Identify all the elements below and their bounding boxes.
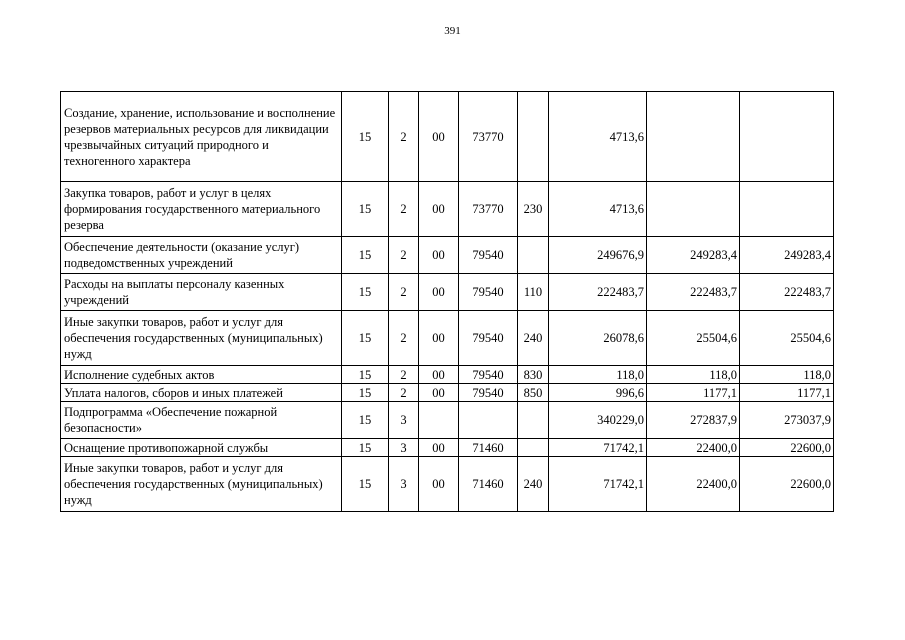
target-item-code: 71460	[459, 457, 518, 512]
section-code: 15	[342, 439, 389, 457]
subsection-code: 2	[389, 182, 419, 237]
expense-type-code: 240	[518, 311, 549, 366]
amount-year-3: 118,0	[740, 366, 834, 384]
amount-year-3	[740, 182, 834, 237]
amount-year-3	[740, 92, 834, 182]
row-name: Обеспечение деятельности (оказание услуг) подведомственных учреждений	[61, 237, 342, 274]
amount-year-1: 4713,6	[549, 182, 647, 237]
amount-year-3: 25504,6	[740, 311, 834, 366]
amount-year-2: 22400,0	[647, 439, 740, 457]
amount-year-1: 249676,9	[549, 237, 647, 274]
table-row	[61, 402, 834, 439]
table-row	[61, 237, 834, 274]
row-name: Уплата налогов, сборов и иных платежей	[61, 384, 342, 402]
amount-year-2: 118,0	[647, 366, 740, 384]
amount-year-3: 22600,0	[740, 439, 834, 457]
subsection-code: 2	[389, 366, 419, 384]
target-item-code: 79540	[459, 274, 518, 311]
target-item-code: 79540	[459, 366, 518, 384]
table-body	[61, 92, 834, 512]
amount-year-3: 222483,7	[740, 274, 834, 311]
amount-year-2	[647, 92, 740, 182]
program-code	[419, 402, 459, 439]
target-item-code	[459, 402, 518, 439]
table-row	[61, 366, 834, 384]
amount-year-1: 222483,7	[549, 274, 647, 311]
expense-type-code: 230	[518, 182, 549, 237]
amount-year-2: 22400,0	[647, 457, 740, 512]
amount-year-1: 996,6	[549, 384, 647, 402]
subsection-code: 2	[389, 274, 419, 311]
subsection-code: 2	[389, 92, 419, 182]
section-code: 15	[342, 402, 389, 439]
budget-table	[60, 91, 834, 512]
section-code: 15	[342, 274, 389, 311]
amount-year-3: 273037,9	[740, 402, 834, 439]
table-row	[61, 384, 834, 402]
program-code: 00	[419, 439, 459, 457]
amount-year-2: 272837,9	[647, 402, 740, 439]
target-item-code: 73770	[459, 92, 518, 182]
table-row	[61, 457, 834, 512]
row-name: Расходы на выплаты персоналу казенных учреждений	[61, 274, 342, 311]
amount-year-3: 22600,0	[740, 457, 834, 512]
page-number: 391	[444, 25, 461, 37]
expense-type-code: 830	[518, 366, 549, 384]
table-row	[61, 182, 834, 237]
row-name: Исполнение судебных актов	[61, 366, 342, 384]
target-item-code: 79540	[459, 311, 518, 366]
target-item-code: 71460	[459, 439, 518, 457]
amount-year-3: 1177,1	[740, 384, 834, 402]
amount-year-2: 1177,1	[647, 384, 740, 402]
table-row	[61, 274, 834, 311]
subsection-code: 3	[389, 402, 419, 439]
amount-year-3: 249283,4	[740, 237, 834, 274]
amount-year-1: 340229,0	[549, 402, 647, 439]
program-code: 00	[419, 274, 459, 311]
section-code: 15	[342, 182, 389, 237]
row-name: Закупка товаров, работ и услуг в целях формирования государственного материального резерва	[61, 182, 342, 237]
program-code: 00	[419, 457, 459, 512]
row-name: Подпрограмма «Обеспечение пожарной безопасности»	[61, 402, 342, 439]
target-item-code: 79540	[459, 237, 518, 274]
subsection-code: 3	[389, 439, 419, 457]
row-name: Иные закупки товаров, работ и услуг для обеспечения государственных (муниципальных) нужд	[61, 457, 342, 512]
target-item-code: 79540	[459, 384, 518, 402]
table-row	[61, 311, 834, 366]
table-row	[61, 92, 834, 182]
table-row	[61, 439, 834, 457]
expense-type-code: 240	[518, 457, 549, 512]
row-name: Создание, хранение, использование и восполнение резервов материальных ресурсов для ликвидации чрезвычайных ситуаций природного и техногенного характера	[61, 92, 342, 182]
row-name: Оснащение противопожарной службы	[61, 439, 342, 457]
target-item-code: 73770	[459, 182, 518, 237]
expense-type-code	[518, 439, 549, 457]
amount-year-1: 4713,6	[549, 92, 647, 182]
section-code: 15	[342, 237, 389, 274]
amount-year-2	[647, 182, 740, 237]
row-name: Иные закупки товаров, работ и услуг для обеспечения государственных (муниципальных) нужд	[61, 311, 342, 366]
amount-year-1: 71742,1	[549, 439, 647, 457]
program-code: 00	[419, 366, 459, 384]
program-code: 00	[419, 237, 459, 274]
expense-type-code	[518, 92, 549, 182]
section-code: 15	[342, 92, 389, 182]
program-code: 00	[419, 92, 459, 182]
amount-year-2: 222483,7	[647, 274, 740, 311]
amount-year-1: 71742,1	[549, 457, 647, 512]
amount-year-2: 25504,6	[647, 311, 740, 366]
section-code: 15	[342, 384, 389, 402]
program-code: 00	[419, 311, 459, 366]
subsection-code: 2	[389, 237, 419, 274]
amount-year-2: 249283,4	[647, 237, 740, 274]
expense-type-code	[518, 237, 549, 274]
program-code: 00	[419, 384, 459, 402]
section-code: 15	[342, 457, 389, 512]
subsection-code: 2	[389, 384, 419, 402]
program-code: 00	[419, 182, 459, 237]
expense-type-code: 110	[518, 274, 549, 311]
subsection-code: 2	[389, 311, 419, 366]
amount-year-1: 26078,6	[549, 311, 647, 366]
subsection-code: 3	[389, 457, 419, 512]
section-code: 15	[342, 366, 389, 384]
section-code: 15	[342, 311, 389, 366]
amount-year-1: 118,0	[549, 366, 647, 384]
expense-type-code: 850	[518, 384, 549, 402]
expense-type-code	[518, 402, 549, 439]
